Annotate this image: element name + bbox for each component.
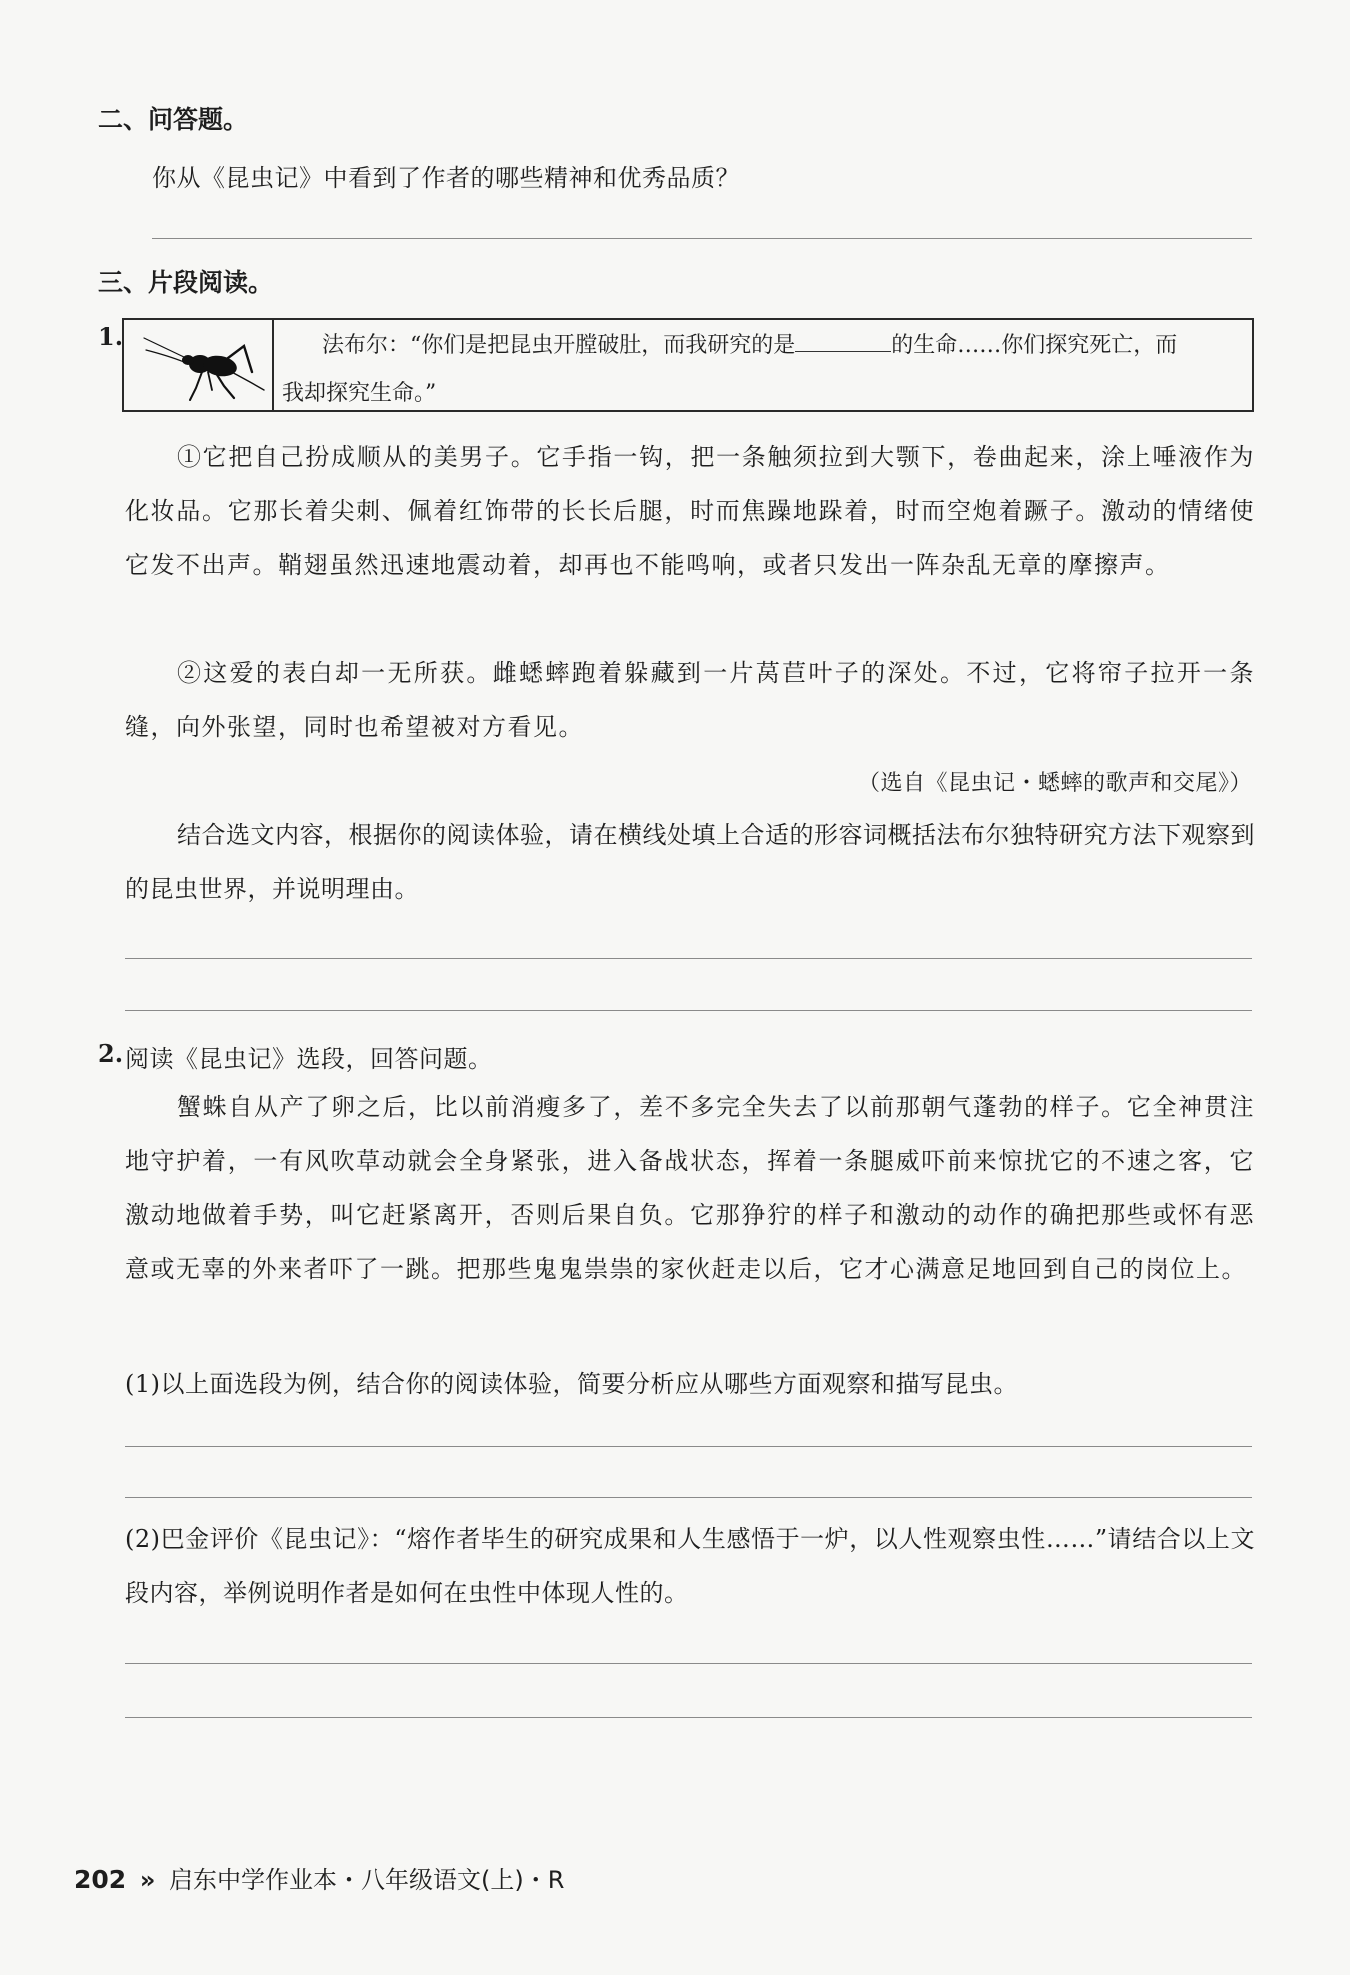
passage-source: （选自《昆虫记・蟋蟀的歌声和交尾》）: [857, 771, 1252, 796]
quote-text-part-b: 的生命……你们探究死亡，而: [891, 333, 1178, 358]
question-2-number: 2.: [98, 1039, 124, 1068]
answer-line[interactable]: [125, 1663, 1252, 1664]
page-number: 202: [74, 1865, 127, 1894]
question-1-prompt: 结合选文内容，根据你的阅读体验，请在横线处填上合适的形容词概括法布尔独特研究方法下观察到的昆虫世界，并说明理由。: [125, 821, 1255, 903]
answer-line[interactable]: [125, 958, 1252, 959]
cricket-illustration: [124, 320, 274, 410]
fill-in-blank[interactable]: [795, 331, 891, 352]
quote-text-part-c: 我却探究生命。”: [282, 381, 437, 406]
answer-line[interactable]: [152, 238, 1252, 239]
page-footer: [74, 1860, 564, 1895]
passage-paragraph-2: ②这爱的表白却一无所获。雌蟋蟀跑着躲藏到一片莴苣叶子的深处。不过，它将帘子拉开一条缝，向外张望，同时也希望被对方看见。: [125, 659, 1255, 741]
answer-line[interactable]: [125, 1446, 1252, 1447]
quote-box: [122, 318, 1254, 412]
answer-line[interactable]: [125, 1010, 1252, 1011]
book-title: 启东中学作业本・八年级语文(上)・R: [168, 1866, 565, 1894]
question-2-passage: 蟹蛛自从产了卵之后，比以前消瘦多了，差不多完全失去了以前那朝气蓬勃的样子。它全神贯注地守护着，一有风吹草动就会全身紧张，进入备战状态，挥着一条腿威吓前来惊扰它的不速之客，它激动地做着手势，叫它赶紧离开，否则后果自负。它那狰狞的样子和激动的动作的确把那些或怀有恶意或无辜的外来者吓了一跳。把那些鬼鬼祟祟的家伙赶走以后，它才心满意足地回到自己的岗位上。: [125, 1093, 1255, 1283]
question-1-number: 1.: [98, 322, 124, 351]
cricket-icon: [124, 320, 272, 410]
answer-line[interactable]: [125, 1717, 1252, 1718]
question-2-sub-1: (1)以上面选段为例，结合你的阅读体验，简要分析应从哪些方面观察和描写昆虫。: [125, 1370, 1018, 1398]
question-2-title: 阅读《昆虫记》选段，回答问题。: [125, 1045, 493, 1073]
double-arrow-icon: »: [139, 1866, 156, 1894]
answer-line[interactable]: [125, 1497, 1252, 1498]
section-2-question: 你从《昆虫记》中看到了作者的哪些精神和优秀品质？: [152, 164, 740, 192]
section-2-heading: 二、问答题。: [98, 105, 249, 134]
quote-text-part-a: 法布尔：“你们是把昆虫开膛破肚，而我研究的是: [322, 333, 796, 358]
question-2-sub-2: (2)巴金评价《昆虫记》：“熔作者毕生的研究成果和人生感悟于一炉，以人性观察虫性……”请结合以上文段内容，举例说明作者是如何在虫性中体现人性的。: [125, 1525, 1255, 1607]
section-3-heading: 三、片段阅读。: [98, 268, 274, 297]
quote-text: [282, 322, 1244, 418]
passage-paragraph-1: ①它把自己扮成顺从的美男子。它手指一钩，把一条触须拉到大颚下，卷曲起来，涂上唾液作为化妆品。它那长着尖刺、佩着红饰带的长长后腿，时而焦躁地跺着，时而空炮着蹶子。激动的情绪使它发不出声。鞘翅虽然迅速地震动着，却再也不能鸣响，或者只发出一阵杂乱无章的摩擦声。: [125, 443, 1255, 579]
